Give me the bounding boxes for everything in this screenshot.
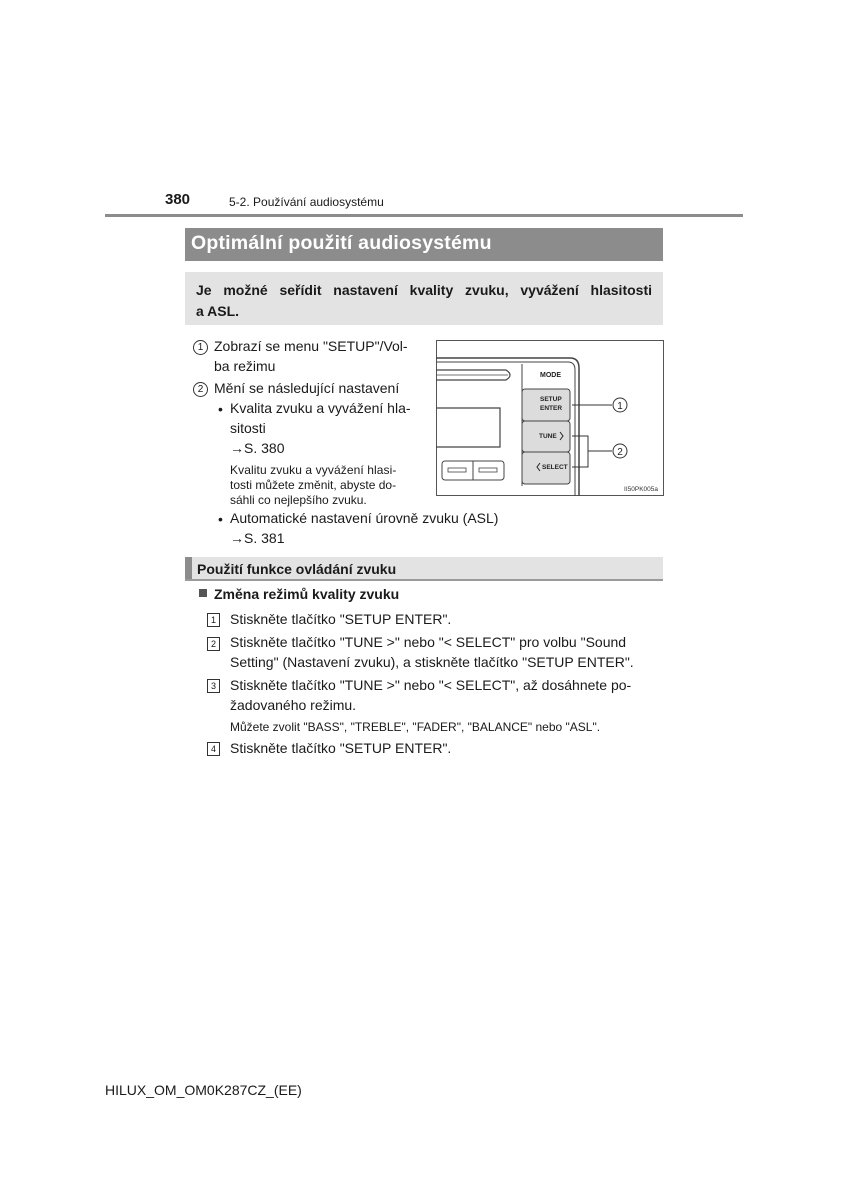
title-bar	[185, 228, 663, 261]
bullet-2-line-1: Automatické nastavení úrovně zvuku (ASL)	[230, 510, 499, 526]
bullet-1-line-1: Kvalita zvuku a vyvážení hla-	[230, 400, 411, 416]
step-number-1: 1	[207, 613, 220, 627]
setup-label: SETUP	[540, 396, 562, 403]
footer-code: HILUX_OM_OM0K287CZ_(EE)	[105, 1082, 302, 1098]
procedure-heading: Změna režimů kvality zvuku	[214, 586, 400, 602]
step-number-4: 4	[207, 742, 220, 756]
step-4-text: Stiskněte tlačítko "SETUP ENTER".	[230, 740, 452, 756]
callout-1-line-1: Zobrazí se menu "SETUP"/Vol-	[214, 338, 408, 354]
callout-marker-2: 2	[193, 382, 208, 397]
step-number-2: 2	[207, 637, 220, 651]
note-line-2: tosti můžete změnit, abyste do-	[230, 478, 397, 492]
step-2-line-2: Setting" (Nastavení zvuku), a stiskněte tlačítko "SETUP ENTER".	[230, 654, 634, 670]
header-rule	[105, 214, 743, 217]
subsection-title: Použití funkce ovládání zvuku	[197, 561, 397, 577]
diagram-code: II50PK005a	[624, 486, 658, 493]
intro-line-2: a ASL.	[196, 303, 240, 319]
bullet-1-ref: →S. 380	[230, 440, 285, 456]
page-number: 380	[165, 191, 191, 208]
bullet-dot: •	[218, 511, 223, 527]
callout-2-line-1: Mění se následující nastavení	[214, 380, 400, 396]
diagram-marker-1: 1	[617, 401, 623, 412]
step-1-text: Stiskněte tlačítko "SETUP ENTER".	[230, 611, 452, 627]
step-3-line-2: žadovaného režimu.	[230, 697, 357, 713]
diagram-marker-2: 2	[617, 447, 623, 458]
page-title: Optimální použití audiosystému	[191, 232, 492, 254]
intro-line-1: Je možné seřídit nastavení kvality zvuku, vyvážení hlasitosti	[196, 282, 652, 298]
mode-label: MODE	[540, 372, 561, 379]
bullet-2-ref: →S. 381	[230, 530, 285, 546]
square-bullet-icon	[199, 589, 207, 597]
intro-box	[185, 272, 663, 325]
enter-label: ENTER	[540, 405, 563, 412]
note-line-1: Kvalitu zvuku a vyvážení hlasi-	[230, 463, 397, 477]
callout-marker-1: 1	[193, 340, 208, 355]
step-3-line-1: Stiskněte tlačítko "TUNE >" nebo "< SELECT", až dosáhnete po-	[230, 677, 632, 693]
step-number-3: 3	[207, 679, 220, 693]
bullet-dot: •	[218, 401, 223, 417]
tune-label: TUNE	[539, 433, 557, 440]
step-2-line-1: Stiskněte tlačítko "TUNE >" nebo "< SELECT" pro volbu "Sound	[230, 634, 627, 650]
step-3-note: Můžete zvolit "BASS", "TREBLE", "FADER", "BALANCE" nebo "ASL".	[230, 720, 601, 734]
note-line-3: sáhli co nejlepšího zvuku.	[230, 493, 367, 507]
section-label: 5-2. Používání audiosystému	[229, 195, 384, 209]
callout-1-line-2: ba režimu	[214, 358, 276, 374]
select-label: SELECT	[542, 464, 568, 471]
subsection-bar	[185, 557, 663, 581]
bullet-1-line-2: sitosti	[230, 420, 266, 436]
audio-panel-diagram	[436, 340, 664, 496]
subsection-accent	[185, 557, 192, 579]
